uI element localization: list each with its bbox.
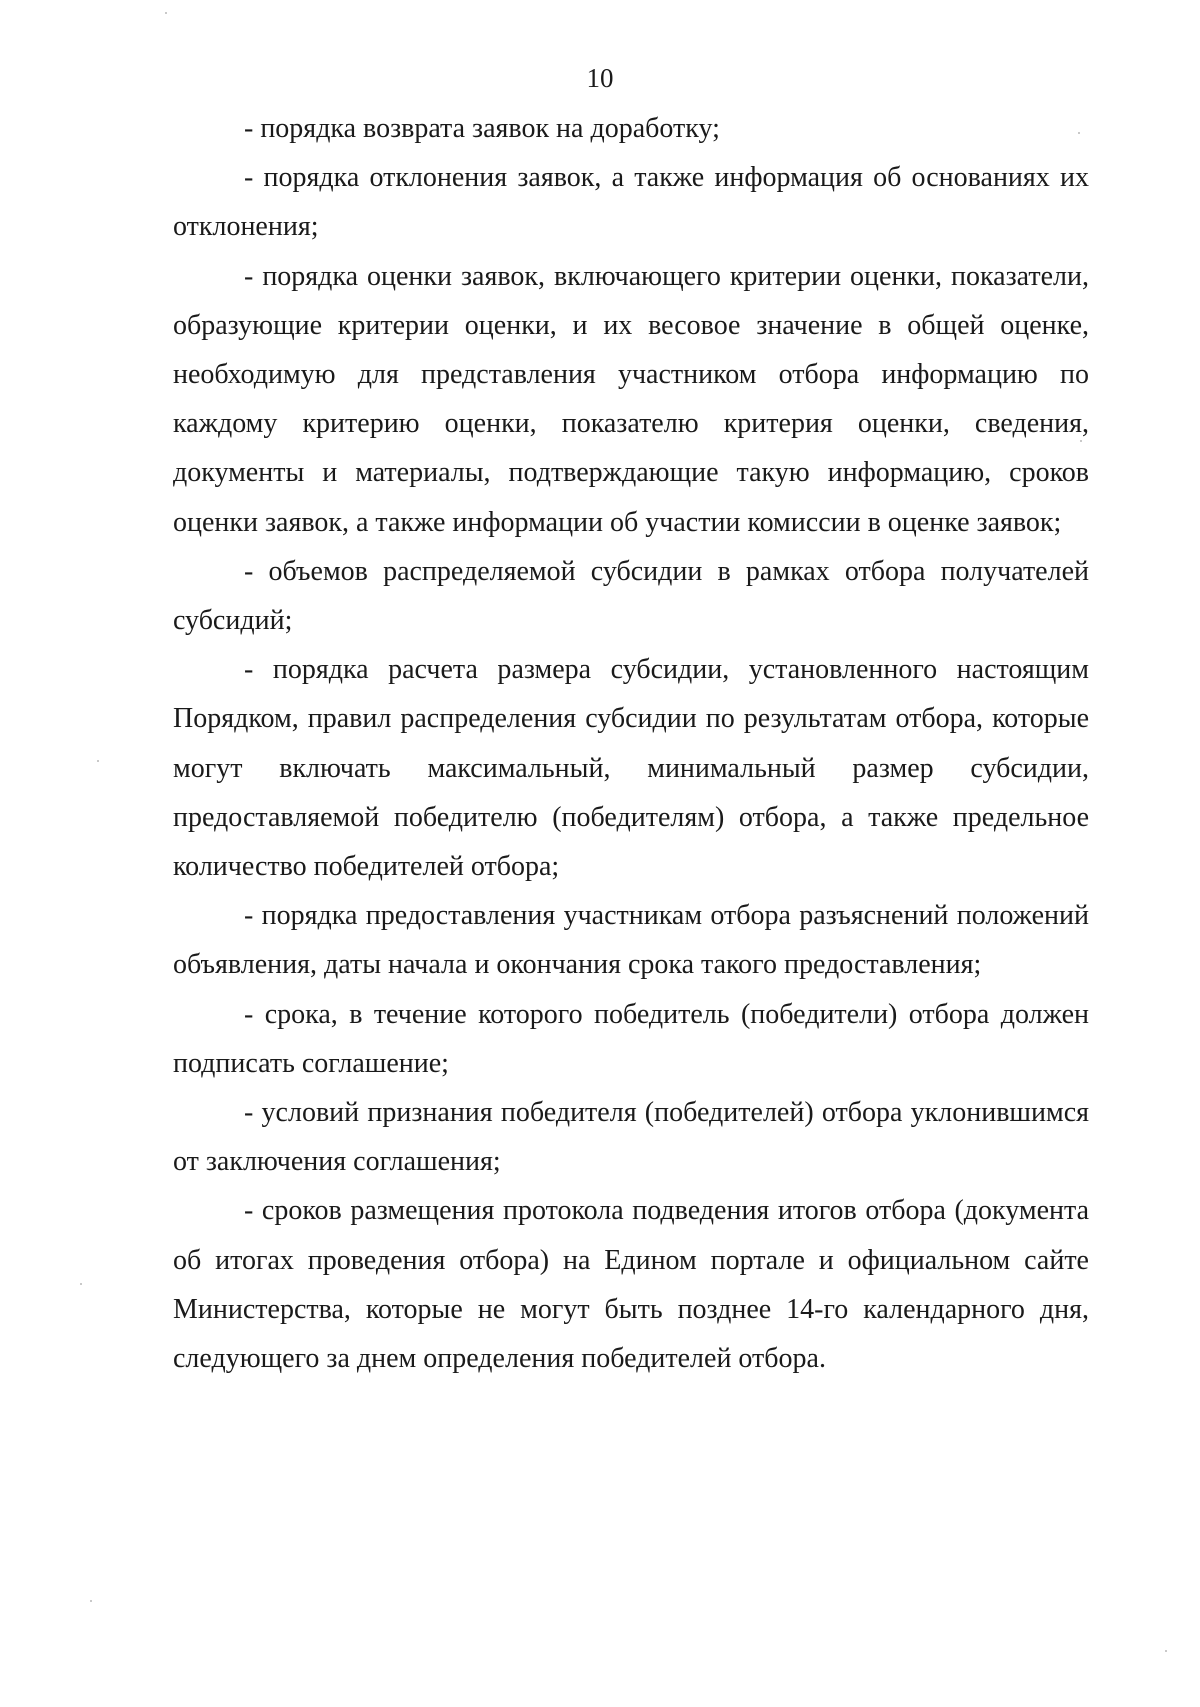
paragraph-return-procedure: - порядка возврата заявок на доработку; [244,113,720,144]
page-number: 10 [586,63,614,93]
paragraph-rejection-procedure: - порядка отклонения заявок, а также информация об основаниях их отклонения; [173,162,1089,243]
document-body [173,104,1089,1383]
paragraph-subsidy-volume: - объемов распределяемой субсидии в рамках отбора получателей субсидий; [173,555,1089,637]
paragraph-evaluation-procedure: - порядка оценки заявок, включающего критерии оценки, показатели, образующие критерии оценки, и их весовое значение в общей оценке, необходимую для представления участником отбора информацию по каждому критерию оценки, показателю критерия оценки, сведения, документы и материалы, подтверждающие такую информацию, сроков оценки заявок, а также информации об участии комиссии в оценке заявок; [173,260,1089,538]
scan-speck [97,760,99,762]
paragraph-evasion-conditions: - условий признания победителя (победителей) отбора уклонившимся от заключения соглашения; [173,1097,1089,1178]
scan-speck [80,1283,82,1285]
scan-speck [90,1600,92,1602]
scan-speck [1080,440,1082,442]
paragraph-clarifications: - порядка предоставления участникам отбора разъяснений положений объявления, даты начала и окончания срока такого предоставления; [173,900,1089,981]
scan-speck [165,12,167,14]
paragraph-subsidy-calculation: - порядка расчета размера субсидии, установленного настоящим Порядком, правил распределения субсидии по результатам отбора, которые могут включать максимальный, минимальный размер субсидии, предоставляемой победителю (победителям) отбора, а также предельное количество победителей отбора; [173,654,1089,883]
paragraph-agreement-deadline: - срока, в течение которого победитель (победители) отбора должен подписать соглашение; [173,998,1089,1079]
scan-speck [1078,132,1080,134]
paragraph-protocol-publication: - сроков размещения протокола подведения итогов отбора (документа об итогах проведения отбора) на Едином портале и официальном сайте Министерства, которые не могут быть позднее 14-го календарного дня, следующего за днем определения победителей отбора. [173,1195,1089,1375]
scan-speck [1165,1650,1167,1652]
